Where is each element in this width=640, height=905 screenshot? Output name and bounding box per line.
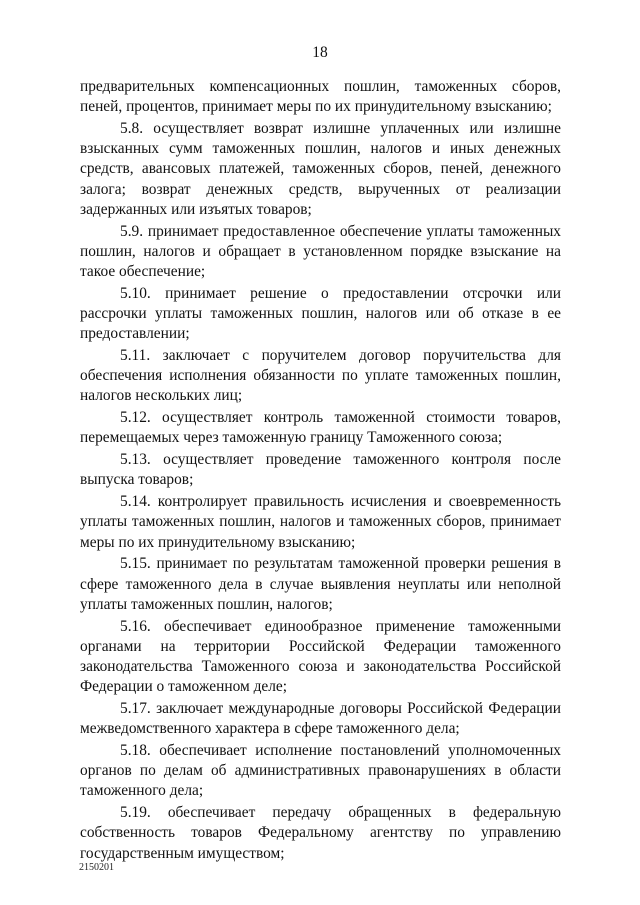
paragraph-5-18: 5.18. обеспечивает исполнение постановлений уполномоченных органов по делам об административных правонарушениях в области таможенного дела;	[80, 742, 561, 800]
document-code: 2150201	[79, 862, 114, 873]
paragraph-5-15: 5.15. принимает по результатам таможенной проверки решения в сфере таможенного дела в случае выявления неуплаты или неполной уплаты таможенных пошлин, налогов;	[80, 555, 561, 613]
paragraph-5-8: 5.8. осуществляет возврат излишне уплаченных или излишне взысканных сумм таможенных пошлин, налогов и иных денежных средств, авансовых платежей, таможенных сборов, пеней, денежного залога; возврат денежных средств, вырученных от реализации задержанных или изъятых товаров;	[80, 120, 561, 218]
paragraph-5-11: 5.11. заключает с поручителем договор поручительства для обеспечения исполнения обязанности по уплате таможенных пошлин, налогов нескольких лиц;	[80, 347, 561, 405]
paragraph-5-12: 5.12. осуществляет контроль таможенной стоимости товаров, перемещаемых через таможенную границу Таможенного союза;	[80, 409, 561, 447]
document-body	[80, 77, 561, 864]
paragraph-5-10: 5.10. принимает решение о предоставлении отсрочки или рассрочки уплаты таможенных пошлин, налогов или об отказе в ее предоставлении;	[80, 284, 561, 343]
paragraph-5-19: 5.19. обеспечивает передачу обращенных в федеральную собственность товаров Федеральному агентству по управлению государственным имуществом;	[80, 804, 561, 862]
paragraph-5-13: 5.13. осуществляет проведение таможенного контроля после выпуска товаров;	[80, 451, 561, 489]
paragraph-5-14: 5.14. контролирует правильность исчисления и своевременность уплаты таможенных пошлин, налогов и таможенных сборов, принимает меры по их принудительному взысканию;	[80, 493, 561, 551]
paragraph-5-9: 5.9. принимает предоставленное обеспечение уплаты таможенных пошлин, налогов и обращает в установленном порядке взыскание на такое обеспечение;	[80, 222, 561, 281]
paragraph-5-16: 5.16. обеспечивает единообразное применение таможенными органами на территории Российской Федерации таможенного законодательства Таможенного союза и законодательства Российской Федерации о таможенном деле;	[80, 617, 561, 696]
page-number: 18	[312, 44, 328, 61]
paragraph-5-17: 5.17. заключает международные договоры Российской Федерации межведомственного характера в сфере таможенного дела;	[80, 700, 561, 738]
paragraph-continuation: предварительных компенсационных пошлин, таможенных сборов, пеней, процентов, принимает меры по их принудительному взысканию;	[80, 78, 561, 116]
